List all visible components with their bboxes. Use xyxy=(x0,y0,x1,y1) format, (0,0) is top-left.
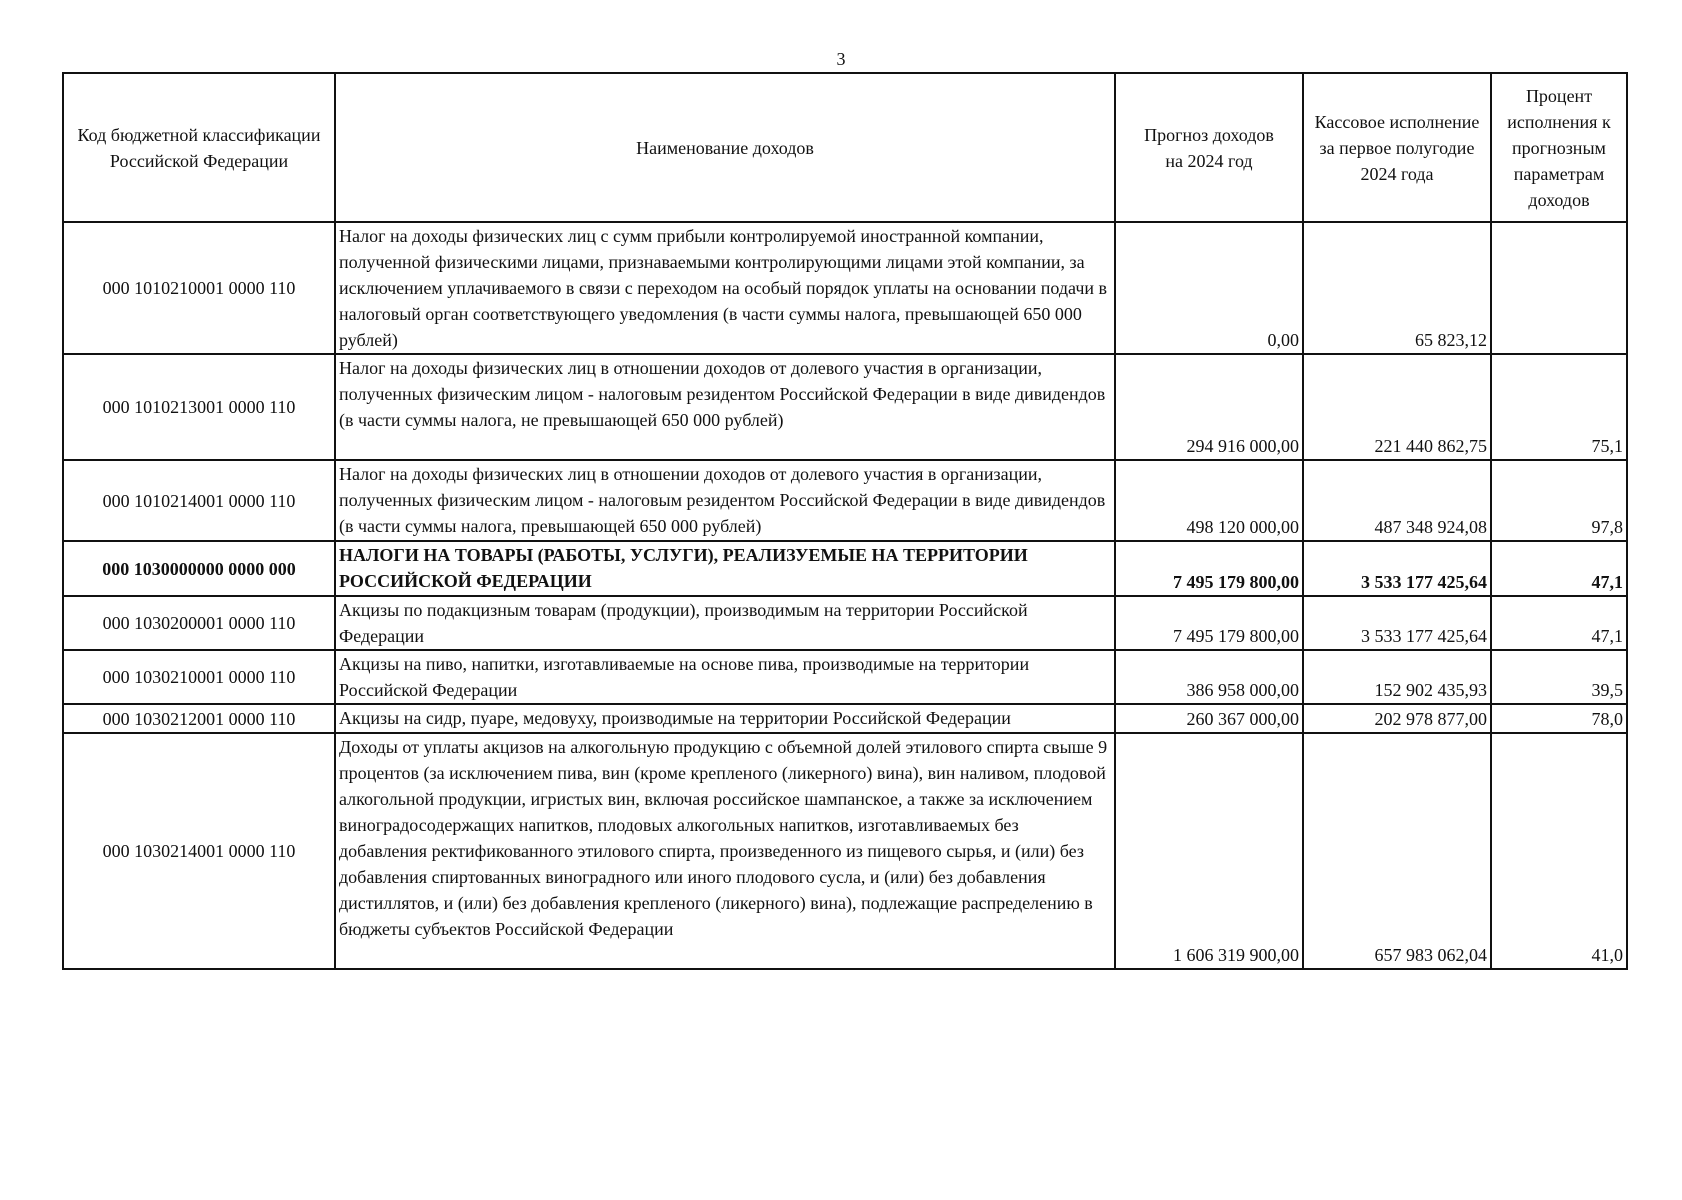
row-forecast: 1 606 319 900,00 xyxy=(1115,733,1303,969)
row-execution: 65 823,12 xyxy=(1303,222,1491,354)
table-row xyxy=(63,733,1627,969)
table-row xyxy=(63,354,1627,460)
row-code: 000 1030210001 0000 110 xyxy=(63,650,335,704)
row-name: Налог на доходы физических лиц в отношении доходов от долевого участия в организации, полученных физическим лицом - налоговым резидентом Российской Федерации в виде дивидендов (в части суммы налога, превышающей 650 000 рублей) xyxy=(335,460,1115,541)
table-row xyxy=(63,704,1627,733)
row-forecast: 0,00 xyxy=(1115,222,1303,354)
row-code: 000 1030214001 0000 110 xyxy=(63,733,335,969)
row-code: 000 1010210001 0000 110 xyxy=(63,222,335,354)
table-row xyxy=(63,541,1627,596)
header-code: Код бюджетной классификации Российской Федерации xyxy=(63,73,335,222)
row-percent: 47,1 xyxy=(1491,541,1627,596)
header-percent: Процент исполнения к прогнозным параметрам доходов xyxy=(1491,73,1627,222)
header-name: Наименование доходов xyxy=(335,73,1115,222)
row-forecast: 7 495 179 800,00 xyxy=(1115,541,1303,596)
table-row xyxy=(63,650,1627,704)
row-forecast: 7 495 179 800,00 xyxy=(1115,596,1303,650)
row-name: Акцизы на сидр, пуаре, медовуху, производимые на территории Российской Федерации xyxy=(335,704,1115,733)
row-forecast: 498 120 000,00 xyxy=(1115,460,1303,541)
income-table xyxy=(62,72,1628,970)
row-name: Акцизы по подакцизным товарам (продукции), производимым на территории Российской Федерации xyxy=(335,596,1115,650)
row-name: Доходы от уплаты акцизов на алкогольную продукцию с объемной долей этилового спирта свыше 9 процентов (за исключением пива, вин (кроме крепленого (ликерного) вина), вин наливом, плодовой алкогольной продукции, игристых вин, включая российское шампанское, а также за исключением виноградосодержащих напитков, плодовых алкогольных напитков, изготавливаемых без добавления ректификованного этилового спирта, произведенного из пищевого сырья, и (или) без добавления спиртованных виноградного или иного плодового сусла, и (или) без добавления дистиллятов, и (или) без добавления крепленого (ликерного) вина), подлежащие распределению в бюджеты субъектов Российской Федерации xyxy=(335,733,1115,969)
row-percent: 97,8 xyxy=(1491,460,1627,541)
row-name: НАЛОГИ НА ТОВАРЫ (РАБОТЫ, УСЛУГИ), РЕАЛИЗУЕМЫЕ НА ТЕРРИТОРИИ РОССИЙСКОЙ ФЕДЕРАЦИИ xyxy=(335,541,1115,596)
row-execution: 657 983 062,04 xyxy=(1303,733,1491,969)
row-execution: 487 348 924,08 xyxy=(1303,460,1491,541)
row-name: Акцизы на пиво, напитки, изготавливаемые на основе пива, производимые на территории Российской Федерации xyxy=(335,650,1115,704)
row-forecast: 260 367 000,00 xyxy=(1115,704,1303,733)
row-code: 000 1030000000 0000 000 xyxy=(63,541,335,596)
table-row xyxy=(63,596,1627,650)
row-forecast: 386 958 000,00 xyxy=(1115,650,1303,704)
table-row xyxy=(63,460,1627,541)
row-percent: 78,0 xyxy=(1491,704,1627,733)
row-execution: 3 533 177 425,64 xyxy=(1303,596,1491,650)
header-execution: Кассовое исполнение за первое полугодие 2024 года xyxy=(1303,73,1491,222)
row-code: 000 1010213001 0000 110 xyxy=(63,354,335,460)
row-percent: 41,0 xyxy=(1491,733,1627,969)
row-execution: 3 533 177 425,64 xyxy=(1303,541,1491,596)
row-name: Налог на доходы физических лиц в отношении доходов от долевого участия в организации, полученных физическим лицом - налоговым резидентом Российской Федерации в виде дивидендов (в части суммы налога, не превышающей 650 000 рублей) xyxy=(335,354,1115,460)
row-code: 000 1030200001 0000 110 xyxy=(63,596,335,650)
row-execution: 152 902 435,93 xyxy=(1303,650,1491,704)
row-execution: 221 440 862,75 xyxy=(1303,354,1491,460)
row-percent xyxy=(1491,222,1627,354)
row-percent: 75,1 xyxy=(1491,354,1627,460)
row-forecast: 294 916 000,00 xyxy=(1115,354,1303,460)
row-name: Налог на доходы физических лиц с сумм прибыли контролируемой иностранной компании, полученной физическими лицами, признаваемыми контролирующими лицами этой компании, за исключением уплачиваемого в связи с переходом на особый порядок уплаты на основании подачи в налоговый орган соответствующего уведомления (в части суммы налога, превышающей 650 000 рублей) xyxy=(335,222,1115,354)
page-number: 3 xyxy=(836,49,846,69)
table-header-row xyxy=(63,73,1627,222)
row-code: 000 1010214001 0000 110 xyxy=(63,460,335,541)
row-execution: 202 978 877,00 xyxy=(1303,704,1491,733)
header-forecast: Прогноз доходов на 2024 год xyxy=(1115,73,1303,222)
row-code: 000 1030212001 0000 110 xyxy=(63,704,335,733)
row-percent: 47,1 xyxy=(1491,596,1627,650)
table-row xyxy=(63,222,1627,354)
row-percent: 39,5 xyxy=(1491,650,1627,704)
